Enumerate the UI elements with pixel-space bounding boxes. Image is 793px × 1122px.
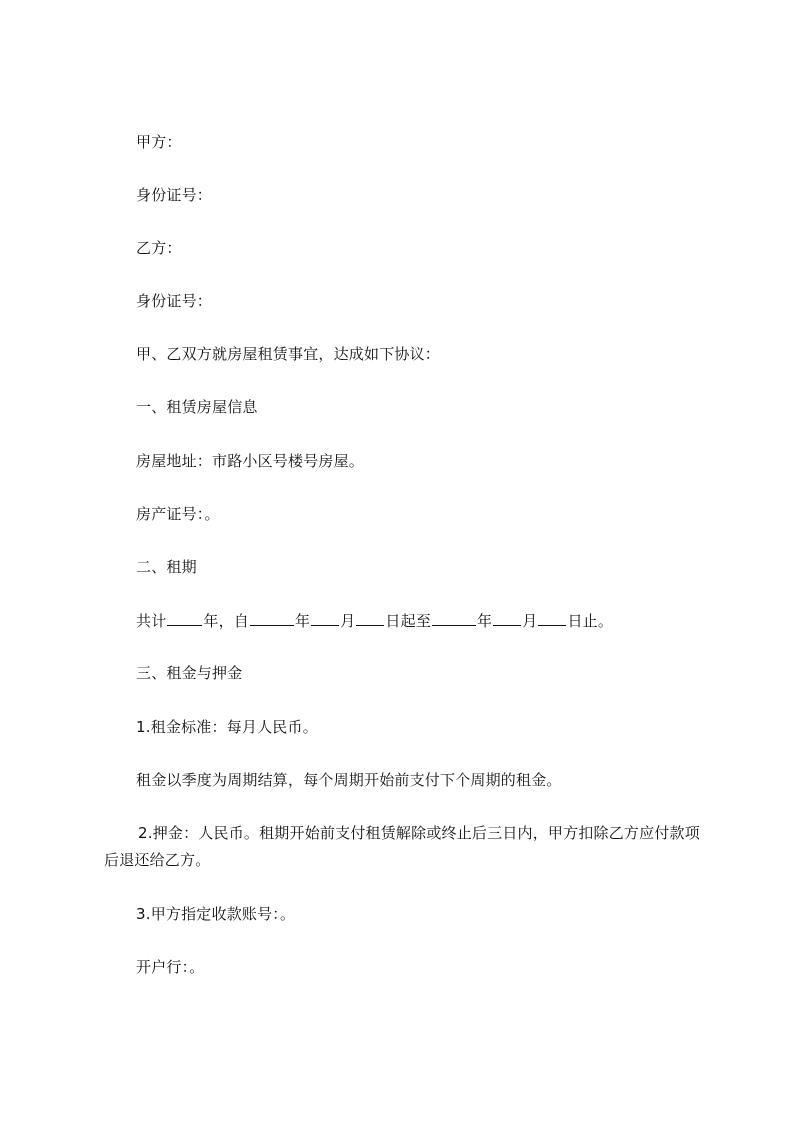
party-b-id-line: 身份证号： — [136, 292, 213, 310]
deed-number-line: 房产证号：。 — [136, 505, 220, 523]
start-month-blank[interactable] — [311, 609, 339, 626]
end-year-blank[interactable] — [432, 609, 476, 626]
term-line — [136, 609, 613, 632]
deposit-paragraph: 2.押金：人民币。租期开始前支付租赁解除或终止后三日内，甲方扣除乙方应付款项后退还给乙方。 — [104, 824, 700, 869]
party-b-line: 乙方： — [136, 239, 182, 257]
term-text-month-2: 月 — [522, 612, 538, 630]
rent-standard-line: 1.租金标准：每月人民币。 — [136, 718, 318, 736]
term-years-blank[interactable] — [167, 609, 202, 626]
intro-line: 甲、乙双方就房屋租赁事宜，达成如下协议： — [136, 345, 441, 363]
address-line: 房屋地址：市路小区号楼号房屋。 — [136, 452, 365, 470]
party-a-id-line: 身份证号： — [136, 186, 213, 204]
start-day-blank[interactable] — [356, 609, 384, 626]
account-line: 3.甲方指定收款账号：。 — [136, 905, 296, 923]
term-text-year: 年 — [295, 612, 311, 630]
end-month-blank[interactable] — [493, 609, 521, 626]
term-text-from: 年，自 — [203, 612, 250, 630]
end-day-blank[interactable] — [538, 609, 566, 626]
bank-line: 开户行：。 — [136, 958, 205, 976]
section-3-title: 三、租金与押金 — [136, 664, 243, 682]
section-2-title: 二、租期 — [136, 558, 197, 576]
party-a-line: 甲方： — [136, 133, 182, 151]
term-text-to: 日起至 — [385, 612, 432, 630]
term-text-end: 日止。 — [567, 612, 614, 630]
section-1-title: 一、租赁房屋信息 — [136, 398, 258, 416]
term-text-total: 共计 — [136, 612, 167, 630]
rent-settlement-line: 租金以季度为周期结算，每个周期开始前支付下个周期的租金。 — [136, 771, 562, 789]
start-year-blank[interactable] — [250, 609, 294, 626]
term-text-month: 月 — [340, 612, 356, 630]
term-text-year-2: 年 — [477, 612, 493, 630]
